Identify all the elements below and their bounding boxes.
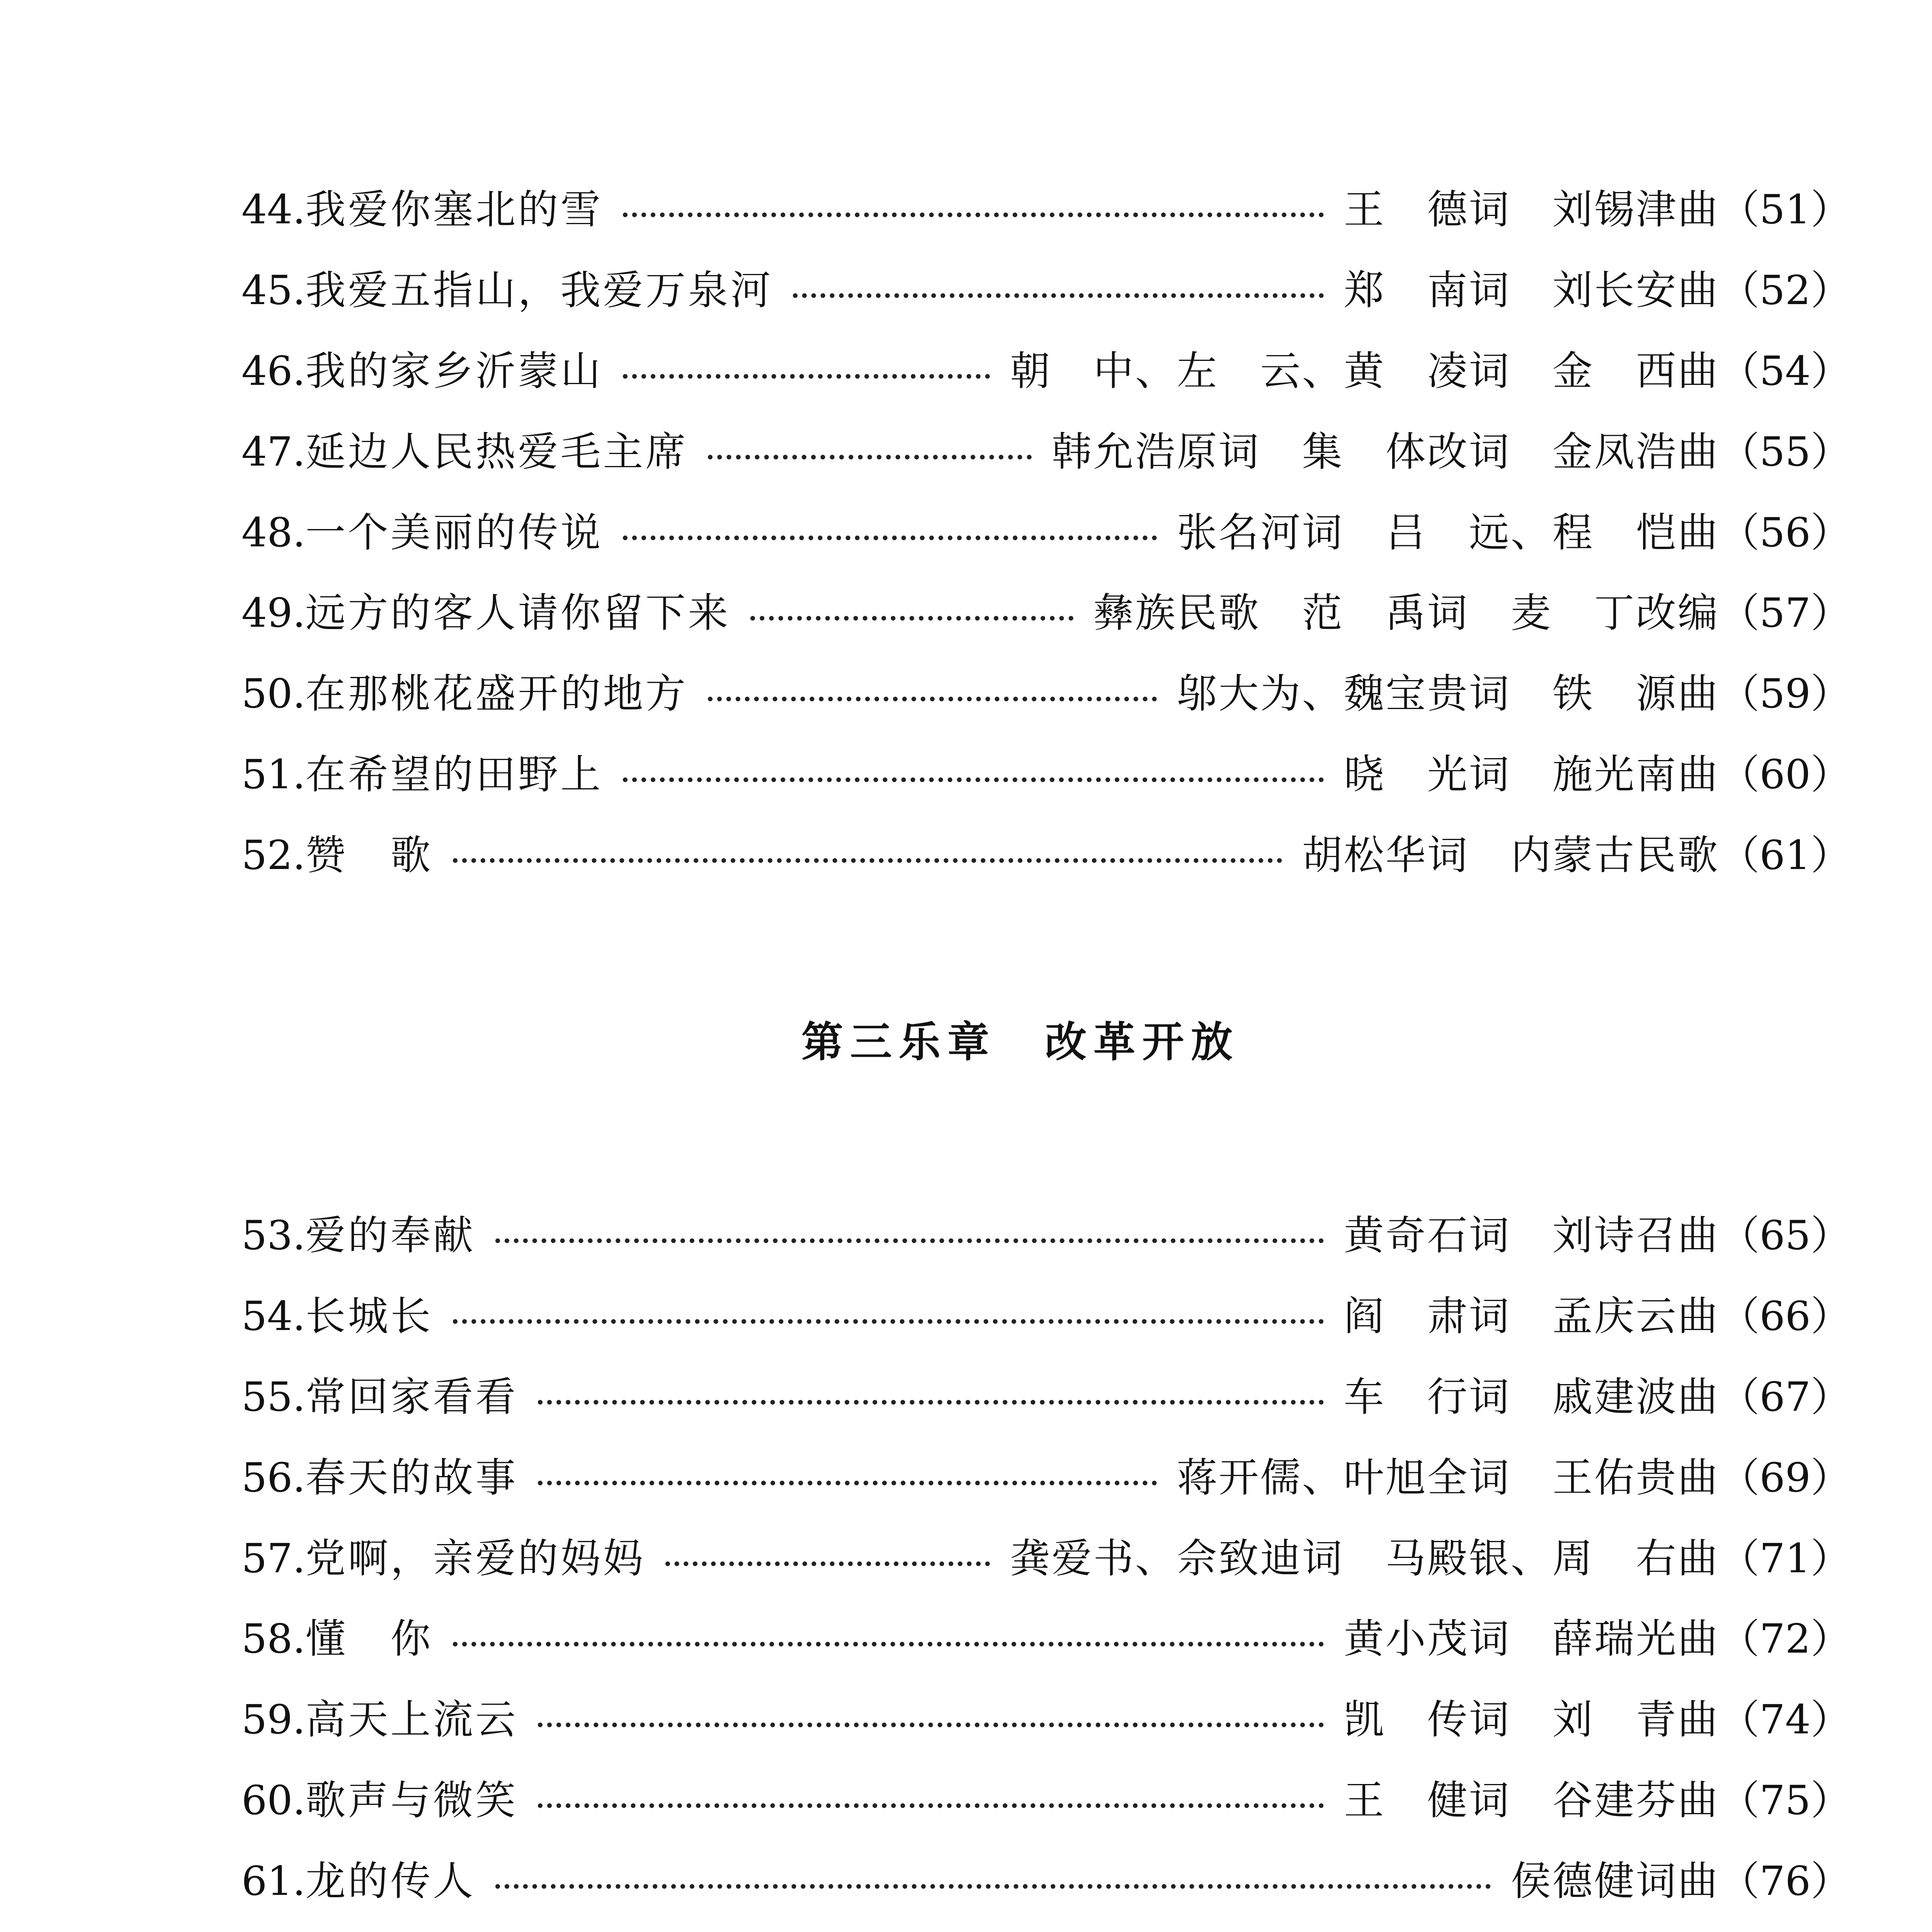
song-title: 爱的奉献 bbox=[305, 1212, 476, 1259]
toc-entry bbox=[242, 1195, 1851, 1276]
song-credit: 龚爱书、佘致迪词 马殿银、周 右曲 bbox=[1010, 1534, 1719, 1582]
dot-leader bbox=[623, 777, 1323, 782]
song-title: 在那桃花盛开的地方 bbox=[305, 670, 688, 718]
toc-list-part-3 bbox=[242, 1195, 1851, 1932]
entry-number: 60. bbox=[242, 1776, 306, 1824]
entry-number: 49. bbox=[242, 589, 306, 637]
song-credit: 晓 光词 施光南曲 bbox=[1344, 750, 1719, 798]
song-credit: 黄奇石词 刘诗召曲 bbox=[1344, 1212, 1719, 1259]
toc-entry bbox=[242, 1437, 1851, 1518]
toc-entry bbox=[242, 1921, 1851, 1932]
dot-leader bbox=[708, 697, 1156, 701]
dot-leader bbox=[623, 374, 990, 379]
toc-entry bbox=[242, 331, 1851, 412]
toc-entry bbox=[242, 1518, 1851, 1599]
toc-entry bbox=[242, 411, 1851, 492]
entry-number: 55. bbox=[242, 1373, 306, 1420]
toc-entry bbox=[242, 250, 1851, 331]
song-title: 龙的传人 bbox=[305, 1857, 476, 1905]
entry-number: 44. bbox=[242, 186, 306, 233]
chapter-heading: 第三乐章 改革开放 bbox=[801, 1018, 1240, 1066]
song-credit: 王 健词 谷建芬曲 bbox=[1344, 1776, 1719, 1824]
page-ref: （56） bbox=[1719, 509, 1851, 556]
dot-leader bbox=[793, 293, 1323, 298]
song-title: 远方的客人请你留下来 bbox=[305, 589, 731, 637]
song-title: 春天的故事 bbox=[305, 1454, 518, 1501]
entry-number: 48. bbox=[242, 509, 306, 556]
entry-number: 52. bbox=[242, 831, 306, 879]
toc-entry bbox=[242, 492, 1851, 573]
entry-number: 57. bbox=[242, 1534, 306, 1582]
entry-number: 45. bbox=[242, 267, 306, 314]
toc-entry bbox=[242, 1840, 1851, 1921]
song-title: 懂 你 bbox=[305, 1615, 433, 1663]
toc-entry bbox=[242, 1760, 1851, 1841]
song-credit: 黄小茂词 薛瑞光曲 bbox=[1344, 1615, 1719, 1663]
page-ref: （67） bbox=[1719, 1373, 1851, 1420]
toc-entry bbox=[242, 1679, 1851, 1760]
page-ref: （57） bbox=[1719, 589, 1851, 637]
dot-leader bbox=[623, 213, 1323, 217]
song-credit: 凯 传词 刘 青曲 bbox=[1344, 1696, 1719, 1743]
toc-entry bbox=[242, 1357, 1851, 1437]
dot-leader bbox=[495, 1238, 1323, 1243]
dot-leader bbox=[538, 1723, 1323, 1727]
page-ref: （61） bbox=[1719, 831, 1851, 879]
toc-entry bbox=[242, 653, 1851, 734]
page-ref: （75） bbox=[1719, 1776, 1851, 1824]
page-ref: （65） bbox=[1719, 1212, 1851, 1259]
entry-number: 59. bbox=[242, 1696, 306, 1743]
page-ref: （52） bbox=[1719, 267, 1851, 314]
entry-number: 50. bbox=[242, 670, 306, 718]
song-credit: 朝 中、左 云、黄 凌词 金 西曲 bbox=[1010, 347, 1719, 395]
entry-number: 46. bbox=[242, 347, 306, 395]
page-ref: （59） bbox=[1719, 670, 1851, 718]
song-credit: 邬大为、魏宝贵词 铁 源曲 bbox=[1177, 670, 1719, 718]
song-title: 我爱五指山，我爱万泉河 bbox=[305, 267, 773, 314]
toc-entry bbox=[242, 815, 1851, 895]
entry-number: 54. bbox=[242, 1293, 306, 1340]
song-credit: 胡松华词 内蒙古民歌 bbox=[1302, 831, 1719, 879]
page-ref: （72） bbox=[1719, 1615, 1851, 1663]
song-title: 长城长 bbox=[305, 1293, 433, 1340]
song-title: 赞 歌 bbox=[305, 831, 433, 879]
entry-number: 56. bbox=[242, 1454, 306, 1501]
song-credit: 阎 肃词 孟庆云曲 bbox=[1344, 1293, 1719, 1340]
song-credit: 蒋开儒、叶旭全词 王佑贵曲 bbox=[1177, 1454, 1719, 1501]
page-ref: （74） bbox=[1719, 1696, 1851, 1743]
dot-leader bbox=[453, 1642, 1323, 1646]
song-title: 在希望的田野上 bbox=[305, 750, 603, 798]
song-title: 常回家看看 bbox=[305, 1373, 518, 1420]
page-ref: （60） bbox=[1719, 750, 1851, 798]
song-title: 高天上流云 bbox=[305, 1696, 518, 1743]
page-ref: （71） bbox=[1719, 1534, 1851, 1582]
song-title: 一个美丽的传说 bbox=[305, 509, 603, 556]
song-credit: 韩允浩原词 集 体改词 金凤浩曲 bbox=[1051, 428, 1719, 475]
page-ref: （55） bbox=[1719, 428, 1851, 475]
song-credit: 郑 南词 刘长安曲 bbox=[1344, 267, 1719, 314]
page-ref: （76） bbox=[1719, 1857, 1851, 1905]
song-credit: 张名河词 吕 远、程 恺曲 bbox=[1177, 509, 1719, 556]
song-credit: 王 德词 刘锡津曲 bbox=[1344, 186, 1719, 233]
toc-list-part-2 bbox=[242, 169, 1851, 895]
dot-leader bbox=[665, 1561, 990, 1566]
entry-number: 51. bbox=[242, 750, 306, 798]
dot-leader bbox=[538, 1481, 1156, 1485]
dot-leader bbox=[495, 1884, 1490, 1889]
song-title: 歌声与微笑 bbox=[305, 1776, 518, 1824]
toc-entry bbox=[242, 734, 1851, 815]
dot-leader bbox=[453, 1319, 1323, 1324]
toc-entry bbox=[242, 573, 1851, 653]
song-credit: 车 行词 戚建波曲 bbox=[1344, 1373, 1719, 1420]
dot-leader bbox=[538, 1400, 1323, 1405]
dot-leader bbox=[708, 455, 1031, 459]
entry-number: 58. bbox=[242, 1615, 306, 1663]
song-title: 延边人民热爱毛主席 bbox=[305, 428, 688, 475]
dot-leader bbox=[453, 858, 1282, 863]
page-ref: （69） bbox=[1719, 1454, 1851, 1501]
toc-entry bbox=[242, 169, 1851, 250]
song-credit: 彝族民歌 范 禹词 麦 丁改编 bbox=[1093, 589, 1719, 637]
page-ref: （66） bbox=[1719, 1293, 1851, 1340]
dot-leader bbox=[623, 536, 1156, 540]
dot-leader bbox=[750, 616, 1073, 621]
song-title: 我爱你塞北的雪 bbox=[305, 186, 603, 233]
entry-number: 53. bbox=[242, 1212, 306, 1259]
entry-number: 61. bbox=[242, 1857, 306, 1905]
dot-leader bbox=[538, 1803, 1323, 1808]
toc-entry bbox=[242, 1599, 1851, 1679]
song-title: 我的家乡沂蒙山 bbox=[305, 347, 603, 395]
song-title: 党啊，亲爱的妈妈 bbox=[305, 1534, 646, 1582]
song-credit: 侯德健词曲 bbox=[1510, 1857, 1719, 1905]
page-ref: （51） bbox=[1719, 186, 1851, 233]
entry-number: 47. bbox=[242, 428, 306, 475]
page-ref: （54） bbox=[1719, 347, 1851, 395]
toc-entry bbox=[242, 1276, 1851, 1357]
